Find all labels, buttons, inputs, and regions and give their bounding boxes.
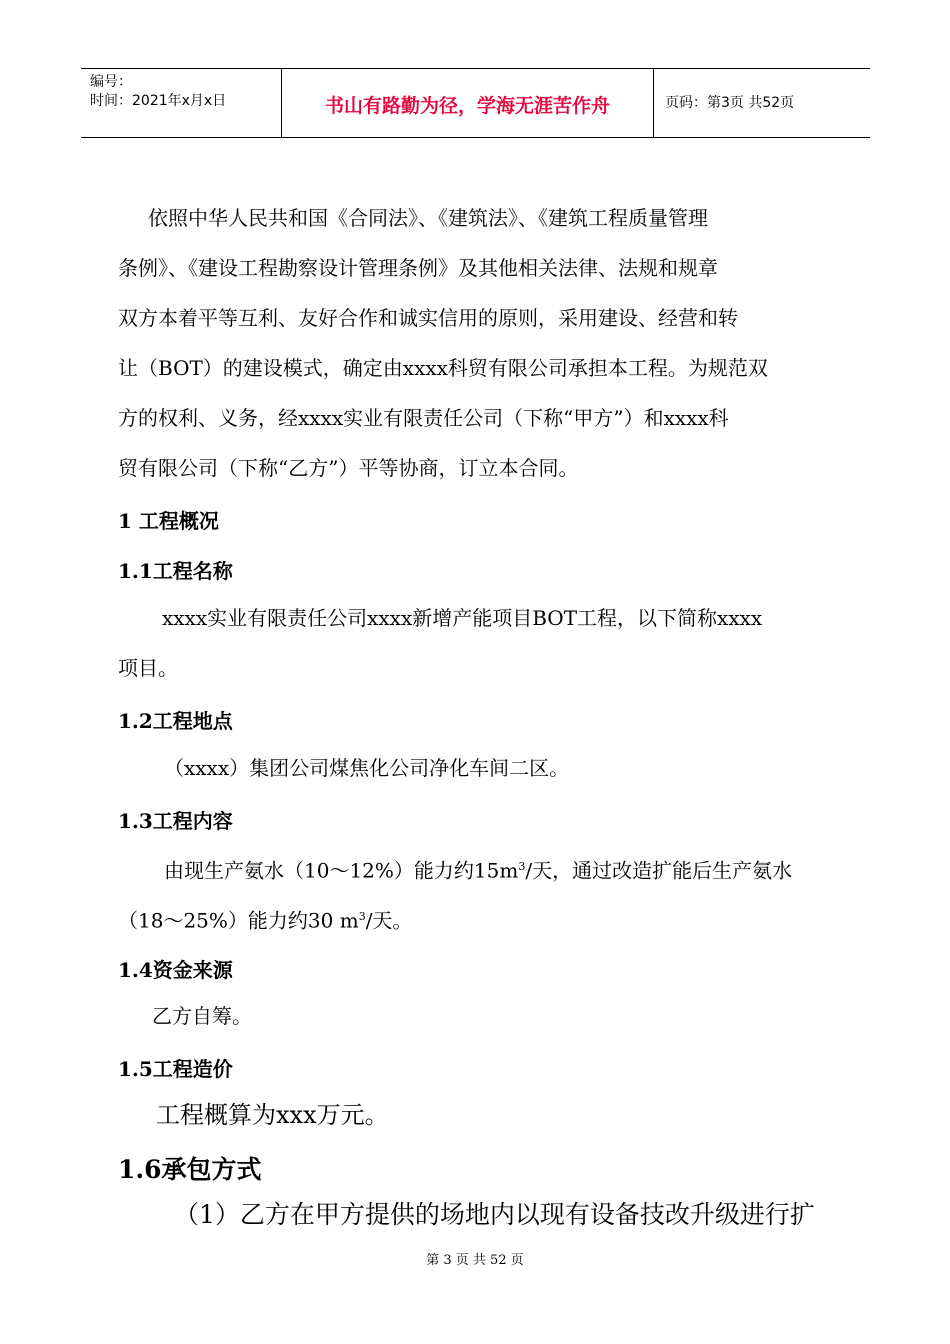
- project-location-text: （xxxx）集团公司煤焦化公司净化车间二区。: [164, 756, 570, 780]
- header-slogan: 书山有路勤为径，学海无涯苦作舟: [324, 95, 610, 117]
- intro-line: 条例》、《建设工程勘察设计管理条例》及其他相关法律、法规和规章: [118, 256, 718, 280]
- content-text: /天。: [365, 908, 413, 933]
- content-text: /天，通过改造扩能后生产氨水: [525, 858, 793, 883]
- section-heading-1-4: 1.4资金来源: [118, 958, 233, 982]
- project-content-line: [118, 842, 838, 892]
- section-heading-1-6: 1.6承包方式: [118, 1155, 262, 1184]
- header-info-cell: [81, 69, 281, 137]
- document-number-label: 编号：: [90, 74, 132, 90]
- intro-line: 贸有限公司（下称“乙方”）平等协商，订立本合同。: [118, 456, 579, 480]
- content-text: 由现生产氨水（10～12%）能力约15m: [164, 858, 519, 883]
- superscript: 3: [518, 860, 526, 873]
- intro-line: 双方本着平等互利、友好合作和诚实信用的原则，采用建设、经营和转: [118, 306, 738, 330]
- intro-line: 方的权利、义务，经xxxx实业有限责任公司（下称“甲方”）和xxxx科: [118, 406, 729, 430]
- contract-mode-text: （1）乙方在甲方提供的场地内以现有设备技改升级进行扩: [174, 1200, 815, 1229]
- intro-line: 让（BOT）的建设模式，确定由xxxx科贸有限公司承担本工程。为规范双: [118, 356, 768, 380]
- section-heading-1-5: 1.5工程造价: [118, 1057, 233, 1081]
- page-header: [81, 68, 870, 138]
- content-text: （18～25%）能力约30 m: [118, 908, 359, 933]
- page-footer: 第 3 页 共 52 页: [426, 1253, 524, 1268]
- project-content-line: [118, 892, 838, 942]
- funding-paragraph: [118, 991, 838, 1041]
- section-heading-1-1: 1.1工程名称: [118, 559, 233, 583]
- project-name-paragraph: [118, 593, 838, 693]
- header-page-number: 页码：第3页 共52页: [665, 95, 795, 111]
- header-slogan-cell: [281, 69, 654, 137]
- intro-paragraph: [118, 193, 838, 493]
- section-heading-1: 1 工程概况: [118, 509, 219, 533]
- document-date-label: 时间：2021年x月x日: [90, 93, 227, 109]
- intro-line: 依照中华人民共和国《合同法》、《建筑法》、《建筑工程质量管理: [148, 206, 708, 230]
- superscript: 3: [358, 910, 366, 923]
- project-name-line: 项目。: [118, 656, 178, 680]
- cost-paragraph: [118, 1090, 838, 1140]
- project-name-line: xxxx实业有限责任公司xxxx新增产能项目BOT工程，以下简称xxxx: [162, 606, 763, 630]
- cost-text: 工程概算为xxx万元。: [156, 1101, 389, 1129]
- header-page-cell: [653, 69, 870, 137]
- contract-mode-paragraph: [118, 1190, 838, 1240]
- project-location-paragraph: [118, 743, 838, 793]
- project-content-paragraph: [118, 842, 838, 942]
- section-heading-1-2: 1.2工程地点: [118, 709, 233, 733]
- funding-text: 乙方自筹。: [152, 1004, 252, 1028]
- section-heading-1-3: 1.3工程内容: [118, 809, 233, 833]
